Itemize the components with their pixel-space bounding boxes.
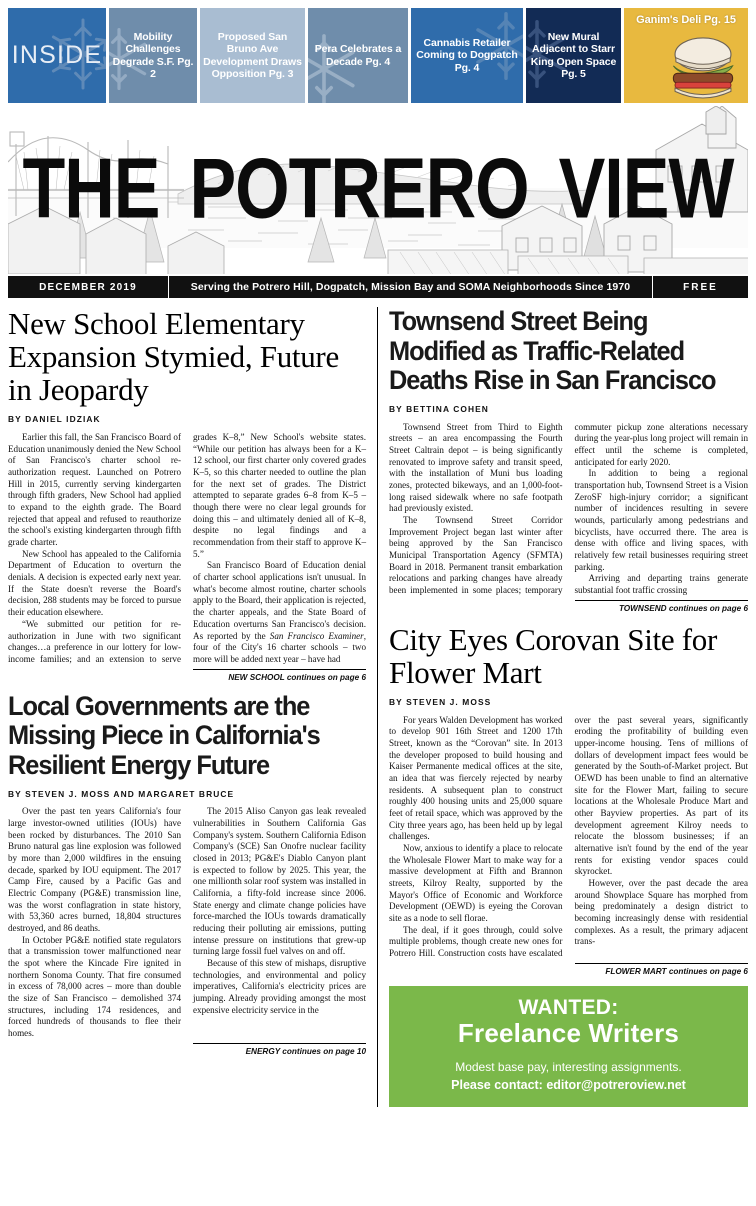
inside-item-label: New Mural Adjacent to Starr King Open Space Pg. 5	[530, 30, 617, 80]
masthead-word-potrero: POTRERO	[189, 140, 529, 236]
inside-label: INSIDE	[11, 40, 103, 69]
advertisement-freelance-writers[interactable]	[389, 986, 748, 1107]
headline-townsend: Townsend Street Being Modified as Traffic-Related Deaths Rise in San Francisco	[389, 306, 716, 396]
inside-item-new-mural[interactable]	[526, 8, 621, 103]
ad-line-detail: Modest base pay, interesting assignments.	[455, 1060, 682, 1075]
paragraph: Now, anxious to identify a place to relocate the Wholesale Flower Mart to make way for a massive development at Fifth and Brannon streets, Kilroy Realty, supported by the Mayor's Office of Economic and Workforce Development (OEWD) is eyeing the Corovan site as a node to sell florae.	[389, 843, 563, 924]
masthead-info-bar	[8, 276, 748, 298]
paragraph: However, over the past decade the area around Showplace Square has morphed from being predominately a design district to becoming increasingly dense with residential complexes. As a result, the primary adjacent trans-	[574, 878, 748, 947]
spacer	[389, 597, 563, 613]
inside-item-label: Pera Celebrates a Decade Pg. 4	[314, 43, 402, 68]
continues-energy[interactable]: ENERGY continues on page 10	[193, 1043, 366, 1056]
continuation-slot	[575, 960, 749, 976]
paragraph-part: San Francisco Board of Education denial of charter school applications isn't unusual. In what's become almost routine, charter schools apply to the Board, their application is rejected, the charter appeals, and the State Board of Education overturns San Francisco's decision. As reported by the	[193, 560, 366, 641]
continuation-row	[8, 1040, 366, 1056]
byline-flower-mart: BY STEVEN J. MOSS	[389, 697, 492, 708]
price-label: FREE	[683, 281, 718, 293]
ad-line-title: Freelance Writers	[457, 1018, 680, 1049]
inside-label-cell	[8, 8, 106, 103]
continuation-row	[389, 960, 748, 976]
inside-teaser-strip	[8, 8, 748, 103]
story-townsend	[389, 307, 748, 613]
body-energy	[8, 806, 366, 1039]
paragraph: The deal, if it goes through, could solve multiple problems, though create new ones for Potrero Hill. Construction costs have escalated over the past several years, significantly eroding the profitability of building even upper-income housing. Tens of millions of dollars of development impact fees would be generated by the South-of-Market project. But OEWD has been unable to find an alternative site for the Flower Mart, failing to secure locations at the Wholesale Produce Mart and other Bayview properties. As part of its development agreement Kilroy needs to relocate the blossom businesses; if an alternative isn't found by the end of the year rents for existing vendor spaces could skyrocket.	[389, 714, 748, 959]
newspaper-front-page	[0, 8, 756, 1206]
paragraph: “We submitted our petition for re-authorization in June with two significant changes…a preference in our lottery for low-income families; and an extension to serve grades K–8,” New School's website states. “While our petition has always been for a K–12 school, our first charter only covered grades K–5, so this charter needed to outline the plan for the next set of grades. The District attempted to separate grades 6–8 from K–5 – though there were no clear legal grounds for doing this – and ultimately denied all of K–8, despite no legal findings and a recommendation from their staff to approve K–5.”	[8, 432, 366, 664]
inside-item-pera[interactable]	[308, 8, 408, 103]
inside-item-label: Mobility Challenges Degrade S.F. Pg. 2	[112, 30, 194, 80]
inside-item-mobility[interactable]	[109, 8, 197, 103]
paragraph: Because of this stew of mishaps, disruptive technologies, and environmental and policy imperatives, California's electricity prices are jumping. Already providing amongst the most expensive electricity service in the	[193, 957, 366, 1015]
paragraph: New School has appealed to the California Department of Education to overturn the denials. A decision is expected early next year. If the State doesn't reverse the Board's decision, 288 students may be forced to pursue their education elsewhere.	[8, 548, 181, 618]
paragraph: In October PG&E notified state regulators that a transmission tower malfunctioned near the spot where the Kincade Fire ignited in northern Sonoma County. That fire consumed in excess of 78,000 acres – more than double the size of San Francisco – demolished 374 structures, including 174 residences, and forced hundreds of thousands to flee their homes.	[8, 934, 181, 1038]
paragraph: The Townsend Street Corridor Improvement Project began last winter after being approved by the San Francisco Municipal Transportation Agency (SFMTA) Board in 2018. Permanent transit embarkation relocations and parking changes have already been implemented in some places; temporary commuter pickup zone alterations necessary during the year-plus long project will remain in effect until the scheme is completed, anticipated for early 2020.	[389, 421, 748, 596]
continuation-slot	[193, 666, 366, 682]
headline-new-school: New School Elementary Expansion Stymied, Future in Jeopardy	[8, 306, 339, 408]
story-new-school	[8, 307, 366, 682]
byline-energy: BY STEVEN J. MOSS AND MARGARET BRUCE	[8, 788, 235, 799]
spacer	[8, 666, 181, 682]
masthead-word-the: THE	[22, 140, 160, 236]
inside-item-label: Cannabis Retailer Coming to Dogpatch Pg. 4	[416, 36, 518, 74]
paragraph	[193, 560, 366, 665]
paragraph: Earlier this fall, the San Francisco Board of Education unanimously denied the New School of San Francisco's charter school re-authorization request. Launched on Potrero Hill in 2015, currently serving kindergarten through fifth graders, New School had applied to expand to the eighth grade. The Board rejected that appeal and refused to reauthorize the school's existing kindergarten through fifth grade charter.	[8, 432, 181, 548]
inside-item-label: Ganim's Deli Pg. 15	[636, 14, 736, 26]
byline-new-school: BY DANIEL IDZIAK	[8, 414, 101, 425]
continues-townsend[interactable]: TOWNSEND continues on page 6	[575, 600, 749, 613]
paragraph: In addition to being a regional transportation hub, Townsend Street is a Vision ZeroSF high-injury corridor; a significant number of incidences resulting in severe wounds, particularly among pedestrians and bicyclists, have occurred there. The area is dense with office and living spaces, with relatively few retail businesses requiring street parking.	[574, 468, 748, 572]
paragraph: For years Walden Development has worked to develop 901 16th Street and 1200 17th Street, known as the “Corovan” site. In 2013 the developer proposed to build housing and Kaiser Permanente medical offices at the site, an idea that was fiercely rejected by nearby residents. A subsequent plan to construct roughly 400 housing units and 25,000 square feet of retail space, which was approved by the City three years ago, has been held up by legal challenges.	[389, 714, 563, 842]
continues-flower-mart[interactable]: FLOWER MART continues on page 6	[575, 963, 749, 976]
inside-item-label: Proposed San Bruno Ave Development Draws Opposition Pg. 3	[203, 30, 302, 80]
left-column-group	[8, 307, 378, 1107]
continuation-row	[389, 597, 748, 613]
paragraph: Arriving and departing trains generate substantial foot traffic crossing	[574, 573, 748, 596]
ad-line-contact[interactable]: Please contact: editor@potreroview.net	[451, 1078, 686, 1093]
paragraph-part: , four of the City's 16 charter schools – two more will be added next year – have had	[193, 630, 366, 664]
content-area	[8, 307, 748, 1107]
tagline: Serving the Potrero Hill, Dogpatch, Mission Bay and SOMA Neighborhoods Since 1970	[168, 276, 653, 298]
issue-date: DECEMBER 2019	[39, 281, 137, 293]
spacer	[8, 1040, 181, 1056]
inside-item-ganims-deli[interactable]	[624, 8, 748, 103]
spacer	[389, 960, 563, 976]
paragraph: The 2015 Aliso Canyon gas leak revealed vulnerabilities in Southern California Gas Company's system. Southern California Edison Company's (SCE) San Onofre nuclear facility closed in 2013; PG&E's Diablo Canyon plant is expected to follow by 2025. This year, the one millionth solar roof system was installed in California, a fifty-fold increase since 2006. State energy and climate change policies have force-marched the IOUs towards dramatically reducing their polluting air emissions, putting intense pressure on institutions that grew-up turning large fossil fuel valves on and off.	[193, 806, 366, 957]
inside-item-cannabis[interactable]	[411, 8, 523, 103]
story-flower-mart	[389, 623, 748, 976]
body-flower-mart	[389, 715, 748, 960]
continuation-slot	[575, 597, 749, 613]
paragraph: Townsend Street from Third to Eighth streets – an area encompassing the Fourth Street Caltrain depot – is being significantly renovated to improve safety and transit speed, with the installation of Muni bus loading zones, protected bikeways, and an 1,000-foot-long raised sidewalk where no safe footpath had previously existed.	[389, 421, 563, 514]
masthead-word-view: VIEW	[558, 140, 734, 236]
story-energy	[8, 692, 366, 1056]
byline-townsend: BY BETTINA COHEN	[389, 404, 489, 415]
paragraph: Over the past ten years California's four large investor-owned utilities (IOUs) have been rocked by disturbances. The 2010 San Bruno natural gas line explosion was followed by more than 2,000 wildfires in the ensuing decade, sparked by IOU equipment. The 2017 Camp Fire, caused by a Pacific Gas and Electric Company (PG&E) transmission line, was the worst conflagration in state history, with 53,360 acres burned, 18,804 structures destroyed, and 86 deaths.	[8, 806, 181, 933]
publication-name: San Francisco Examiner	[269, 630, 364, 641]
continuation-row	[8, 666, 366, 682]
right-column-group	[378, 307, 748, 1107]
sandwich-icon	[660, 33, 746, 103]
body-townsend	[389, 422, 748, 597]
inside-item-san-bruno-ave[interactable]	[200, 8, 305, 103]
ad-line-wanted: WANTED:	[518, 995, 619, 1019]
headline-flower-mart: City Eyes Corovan Site for Flower Mart	[389, 621, 717, 690]
continuation-slot	[193, 1040, 366, 1056]
masthead	[8, 106, 748, 274]
headline-energy: Local Governments are the Missing Piece in California's Resilient Energy Future	[8, 690, 320, 780]
page-title	[8, 140, 748, 236]
body-new-school	[8, 432, 366, 665]
continues-new-school[interactable]: NEW SCHOOL continues on page 6	[193, 669, 366, 682]
